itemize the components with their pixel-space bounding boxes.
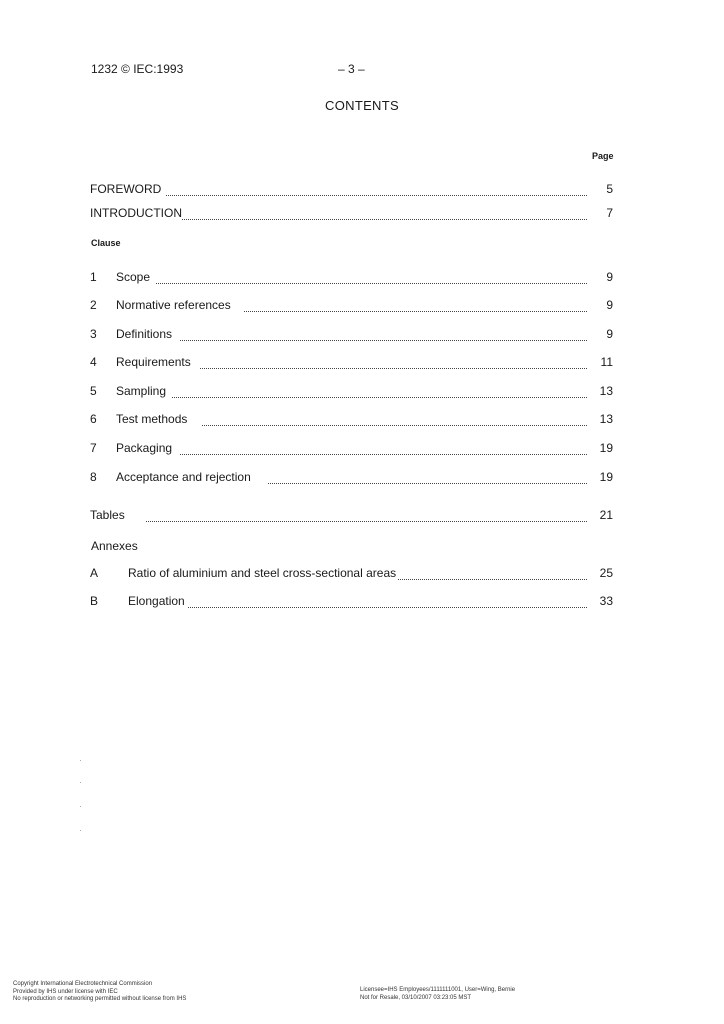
leader-dots	[200, 355, 587, 369]
toc-clause-number: 7	[90, 441, 97, 455]
toc-clause-2	[90, 298, 613, 314]
toc-clause-number: 1	[90, 270, 97, 284]
leader-dots	[180, 327, 587, 341]
toc-annex-b	[90, 594, 613, 610]
page-column-label: Page	[592, 151, 614, 161]
toc-clause-8	[90, 470, 613, 486]
scan-speck	[80, 782, 81, 783]
toc-clause-page: 9	[606, 298, 613, 312]
scan-speck	[80, 760, 81, 761]
footer-copyright	[13, 981, 186, 1004]
page-title: CONTENTS	[325, 98, 399, 113]
toc-entry-label: FOREWORD	[90, 182, 162, 196]
clause-heading: Clause	[91, 238, 121, 248]
toc-clause-5	[90, 384, 613, 400]
toc-clause-page: 13	[599, 384, 613, 398]
toc-entry-page: 5	[606, 182, 613, 196]
leader-dots	[188, 594, 587, 608]
toc-annex-page: 25	[599, 566, 613, 580]
leader-dots	[180, 441, 587, 455]
footer-line: No reproduction or networking permitted without license from IHS	[13, 996, 187, 1002]
toc-clause-page: 19	[599, 441, 613, 455]
leader-dots	[146, 508, 587, 522]
toc-entry-label: Tables	[90, 508, 125, 522]
toc-clause-label: Scope	[116, 270, 151, 284]
toc-clause-1	[90, 270, 613, 286]
toc-clause-6	[90, 412, 613, 428]
toc-clause-4	[90, 355, 613, 371]
footer-line: Not for Resale, 03/10/2007 03:23:05 MST	[360, 994, 472, 1001]
leader-dots	[156, 270, 587, 284]
toc-clause-number: 2	[90, 298, 97, 312]
toc-clause-number: 3	[90, 327, 97, 341]
footer-line: Copyright International Electrotechnical Commission	[13, 981, 153, 987]
toc-entry-tables	[90, 508, 613, 524]
toc-clause-page: 19	[599, 470, 613, 484]
header-page-number: – 3 –	[338, 62, 365, 76]
toc-clause-label: Normative references	[116, 298, 231, 312]
toc-clause-page: 11	[600, 355, 613, 369]
leader-dots	[182, 206, 587, 220]
leader-dots	[268, 470, 587, 484]
leader-dots	[172, 384, 587, 398]
toc-entry-label: INTRODUCTION	[90, 206, 182, 220]
footer-line: Licensee=IHS Employees/1111111001, User=Wing, Bernie	[360, 987, 516, 993]
toc-clause-number: 6	[90, 412, 97, 426]
leader-dots	[166, 182, 587, 196]
toc-clause-page: 9	[606, 327, 613, 341]
scan-speck	[80, 806, 81, 807]
leader-dots	[244, 298, 587, 312]
toc-clause-label: Test methods	[116, 412, 188, 426]
toc-clause-number: 5	[90, 384, 97, 398]
toc-entry-introduction	[90, 206, 613, 222]
toc-clause-page: 13	[599, 412, 613, 426]
toc-clause-label: Packaging	[116, 441, 173, 455]
toc-entry-foreword	[90, 182, 613, 198]
toc-entry-page: 7	[606, 206, 613, 220]
toc-clause-number: 4	[90, 355, 97, 369]
toc-clause-label: Requirements	[116, 355, 191, 369]
toc-clause-label: Definitions	[116, 327, 173, 341]
toc-annex-letter: A	[90, 566, 99, 580]
toc-clause-page: 9	[606, 270, 613, 284]
toc-clause-3	[90, 327, 613, 343]
header-standard-id: 1232 © IEC:1993	[91, 62, 184, 76]
toc-clause-label: Sampling	[116, 384, 167, 398]
toc-annex-label: Ratio of aluminium and steel cross-sectional areas	[128, 566, 397, 580]
annexes-heading: Annexes	[91, 539, 138, 553]
toc-clause-7	[90, 441, 613, 457]
toc-annex-letter: B	[90, 594, 99, 608]
toc-annex-label: Elongation	[128, 594, 185, 608]
toc-entry-page: 21	[599, 508, 613, 522]
scan-speck	[80, 830, 81, 831]
leader-dots	[202, 412, 587, 426]
toc-clause-number: 8	[90, 470, 97, 484]
toc-clause-label: Acceptance and rejection	[116, 470, 251, 484]
leader-dots	[398, 566, 587, 580]
footer-license	[360, 987, 515, 1002]
toc-annex-page: 33	[599, 594, 613, 608]
footer-line: Provided by IHS under license with IEC	[13, 988, 118, 995]
toc-annex-a	[90, 566, 613, 582]
